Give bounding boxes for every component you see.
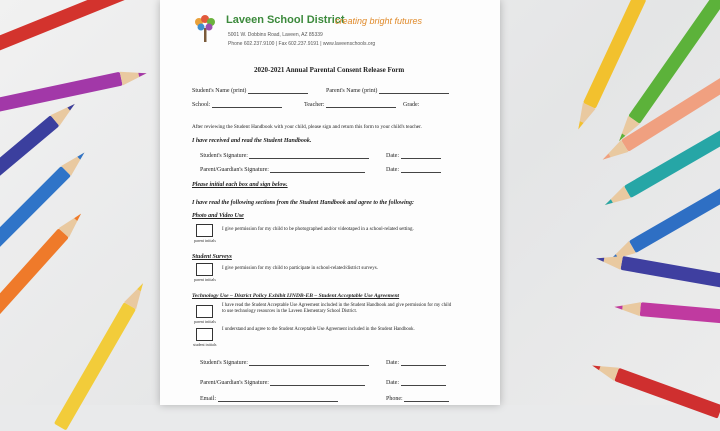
tech-parent-initials-box[interactable] (196, 305, 213, 318)
school-field[interactable] (212, 102, 282, 108)
bottom-student-signature-label: Student's Signature: (200, 360, 248, 366)
phone-field[interactable] (404, 396, 449, 402)
district-address: 5001 W. Dobbins Road, Laveen, AZ 85339 (228, 32, 323, 38)
read-heading: I have received and read the Student Handbook. (192, 138, 312, 144)
student-signature-field[interactable] (249, 153, 369, 159)
student-name-field[interactable] (248, 88, 308, 94)
date-field[interactable] (401, 360, 446, 366)
school-tree-logo-icon (192, 14, 218, 44)
district-tagline: creating bright futures (335, 16, 423, 26)
bottom-student-signature-field[interactable] (249, 360, 369, 366)
survey-text: I give permission for my child to participate in school-related/district surveys. (222, 266, 378, 271)
date-label: Date: (386, 153, 399, 159)
survey-initials-box[interactable] (196, 263, 213, 276)
form-title: 2020-2021 Annual Parental Consent Release Form (254, 66, 405, 74)
tech-student-initials-box[interactable] (196, 328, 213, 341)
phone-label: Phone: (386, 396, 403, 402)
grade-label: Grade: (403, 102, 420, 108)
tech-text-2: I understand and agree to the Student Acceptable Use Agreement included in the Student Handbook. (222, 327, 415, 332)
agree-heading: I have read the following sections from the Student Handbook and agree to the following: (192, 200, 415, 206)
date-label: Date: (386, 167, 399, 173)
photo-initials-caption: parent initials (194, 238, 216, 243)
parent-name-row (326, 88, 449, 94)
school-row (192, 102, 282, 108)
email-label: Email: (200, 396, 216, 402)
photo-initials-box[interactable] (196, 224, 213, 237)
student-name-label: Student's Name (print) (192, 88, 247, 94)
survey-heading: Student Surveys (192, 254, 232, 260)
bottom-parent-signature-field[interactable] (270, 380, 365, 386)
consent-form-page (160, 0, 500, 405)
date-field[interactable] (401, 167, 441, 173)
photo-text: I give permission for my child to be photographed and/or videotaped in a school-related setting. (222, 227, 414, 232)
student-signature-label: Student's Signature: (200, 153, 248, 159)
teacher-field[interactable] (326, 102, 396, 108)
initial-instruction: Please initial each box and sign below. (192, 182, 288, 188)
date-field[interactable] (401, 153, 441, 159)
parent-signature-label: Parent/Guardian's Signature: (200, 167, 269, 173)
bottom-parent-signature-row (200, 380, 365, 386)
email-field[interactable] (218, 396, 338, 402)
student-name-row (192, 88, 308, 94)
parent-signature-row (200, 167, 365, 173)
bottom-parent-signature-label: Parent/Guardian's Signature: (200, 380, 269, 386)
tech-parent-initials-caption: parent initials (194, 319, 216, 324)
parent-name-label: Parent's Name (print) (326, 88, 378, 94)
date-row-1 (386, 153, 441, 159)
school-label: School: (192, 102, 211, 108)
teacher-row (304, 102, 396, 108)
bottom-date-row-2 (386, 380, 446, 386)
student-signature-row (200, 153, 369, 159)
date-label: Date: (386, 380, 399, 386)
date-field[interactable] (401, 380, 446, 386)
date-label: Date: (386, 360, 399, 366)
parent-signature-field[interactable] (270, 167, 365, 173)
teacher-label: Teacher: (304, 102, 325, 108)
tech-student-initials-caption: student initials (193, 342, 217, 347)
tech-text-1: I have read the Student Acceptable Use Agreement included in the Student Handbook and give permission for my child to use technology resources in the Laveen Elementary School District. (222, 303, 452, 314)
district-name: Laveen School District (226, 14, 345, 26)
parent-name-field[interactable] (379, 88, 449, 94)
date-row-2 (386, 167, 441, 173)
phone-row (386, 396, 449, 402)
bottom-date-row-1 (386, 360, 446, 366)
intro-text: After reviewing the Student Handbook with your child, please sign and return this form to your child's teacher. (192, 124, 422, 130)
tech-heading: Technology Use – District Policy Exhibit IJNDB-EB – Student Acceptable Use Agreement (192, 293, 400, 299)
survey-initials-caption: parent initials (194, 277, 216, 282)
bottom-student-signature-row (200, 360, 369, 366)
email-row (200, 396, 338, 402)
photo-heading: Photo and Video Use (192, 213, 244, 219)
district-contact: Phone 602.237.9100 | Fax 602.237.9191 | www.laveenschools.org (228, 41, 376, 47)
